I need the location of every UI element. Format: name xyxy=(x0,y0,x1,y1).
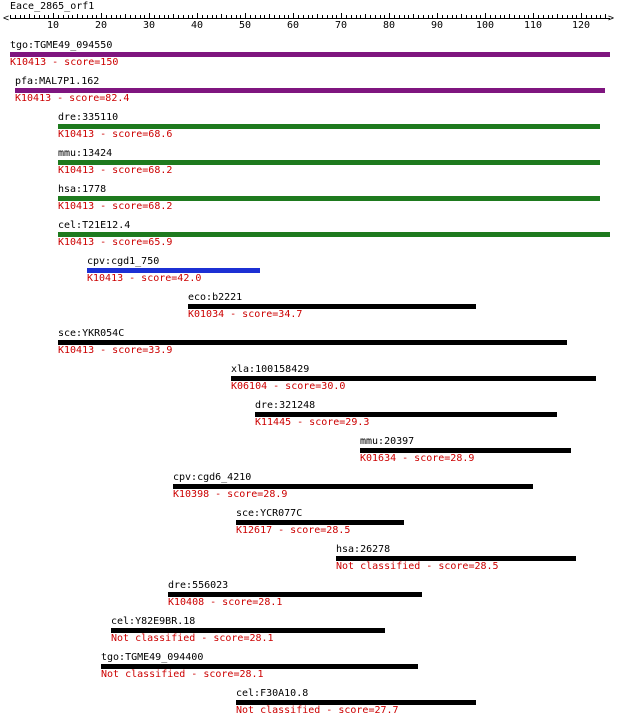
axis-tick xyxy=(480,15,481,18)
axis-tick xyxy=(284,15,285,18)
axis-tick xyxy=(288,15,289,18)
hit-label[interactable]: mmu:13424 xyxy=(58,148,113,159)
hit-label[interactable]: cpv:cgd6_4210 xyxy=(173,472,252,483)
hit-score-link[interactable]: K10413 - score=42.0 xyxy=(87,273,202,284)
axis-tick xyxy=(202,15,203,18)
hit-score-link[interactable]: Not classified - score=28.1 xyxy=(101,669,264,680)
axis-tick xyxy=(298,15,299,18)
axis-tick xyxy=(336,15,337,18)
axis-tick xyxy=(596,15,597,18)
axis-tick-label: 50 xyxy=(238,20,252,31)
axis-tick xyxy=(548,15,549,18)
axis-tick xyxy=(476,15,477,18)
axis-tick xyxy=(192,15,193,18)
hit-label[interactable]: tgo:TGME49_094550 xyxy=(10,40,113,51)
axis-tick xyxy=(101,13,102,18)
axis-tick xyxy=(504,15,505,18)
axis-tick xyxy=(303,15,304,18)
axis-tick xyxy=(408,15,409,18)
axis-tick xyxy=(567,15,568,18)
axis-tick xyxy=(44,15,45,18)
axis-tick xyxy=(514,15,515,18)
axis-tick xyxy=(317,14,318,18)
axis-tick xyxy=(447,15,448,18)
axis-tick xyxy=(178,15,179,18)
hit-label[interactable]: cel:Y82E9BR.18 xyxy=(111,616,196,627)
axis-tick xyxy=(442,15,443,18)
axis-tick xyxy=(245,13,246,18)
axis-tick xyxy=(533,13,534,18)
axis-tick-label: 20 xyxy=(94,20,108,31)
axis-tick xyxy=(63,15,64,18)
axis-tick xyxy=(581,13,582,18)
hit-label[interactable]: hsa:26278 xyxy=(336,544,391,555)
axis-tick xyxy=(144,15,145,18)
axis-tick xyxy=(29,14,30,18)
axis-tick xyxy=(528,15,529,18)
axis-tick xyxy=(236,15,237,18)
axis-tick xyxy=(346,15,347,18)
axis-tick-label: 110 xyxy=(523,20,543,31)
axis-tick xyxy=(207,15,208,18)
axis-tick xyxy=(360,15,361,18)
axis-tick xyxy=(490,15,491,18)
axis-tick xyxy=(543,15,544,18)
axis-tick xyxy=(87,15,88,18)
axis-tick xyxy=(375,15,376,18)
axis-tick xyxy=(279,15,280,18)
axis-tick xyxy=(216,15,217,18)
hit-score-link[interactable]: K10398 - score=28.9 xyxy=(173,489,288,500)
axis-tick xyxy=(125,14,126,18)
axis-tick xyxy=(58,15,59,18)
hit-score-link[interactable]: K10413 - score=82.4 xyxy=(15,93,130,104)
axis-tick xyxy=(269,14,270,18)
axis-tick xyxy=(154,15,155,18)
hit-score-link[interactable]: K10413 - score=33.9 xyxy=(58,345,173,356)
hit-label[interactable]: dre:556023 xyxy=(168,580,229,591)
axis-tick xyxy=(226,15,227,18)
axis-tick xyxy=(485,13,486,18)
hit-score-link[interactable]: K10413 - score=68.6 xyxy=(58,129,173,140)
axis-tick xyxy=(164,15,165,18)
hit-label[interactable]: sce:YCR077C xyxy=(236,508,303,519)
axis-tick xyxy=(351,15,352,18)
axis-tick xyxy=(380,15,381,18)
hit-label[interactable]: cel:T21E12.4 xyxy=(58,220,131,231)
axis-tick xyxy=(77,14,78,18)
sequence-title: Eace_2865_orf1 xyxy=(10,1,95,12)
hit-score-link[interactable]: K01634 - score=28.9 xyxy=(360,453,475,464)
axis-tick xyxy=(24,15,25,18)
axis-tick xyxy=(466,15,467,18)
axis-tick-label: 80 xyxy=(382,20,396,31)
hit-score-link[interactable]: Not classified - score=27.7 xyxy=(236,705,399,716)
axis-tick xyxy=(188,15,189,18)
axis-tick-label: 90 xyxy=(430,20,444,31)
hit-score-link[interactable]: K10408 - score=28.1 xyxy=(168,597,283,608)
axis-tick xyxy=(308,15,309,18)
hit-score-link[interactable]: K06104 - score=30.0 xyxy=(231,381,346,392)
axis-tick xyxy=(183,15,184,18)
axis-tick xyxy=(159,15,160,18)
hit-label[interactable]: cel:F30A10.8 xyxy=(236,688,309,699)
axis-tick xyxy=(120,15,121,18)
axis-tick xyxy=(149,13,150,18)
hit-label[interactable]: mmu:20397 xyxy=(360,436,415,447)
axis-tick xyxy=(356,15,357,18)
axis-tick xyxy=(140,15,141,18)
hit-label[interactable]: cpv:cgd1_750 xyxy=(87,256,160,267)
axis-line xyxy=(10,18,610,19)
axis-left-arrow: < xyxy=(3,13,10,24)
axis-tick xyxy=(370,15,371,18)
axis-tick xyxy=(332,15,333,18)
axis-tick xyxy=(394,15,395,18)
axis-tick xyxy=(404,15,405,18)
axis-tick xyxy=(34,15,35,18)
axis-tick xyxy=(519,15,520,18)
hit-label[interactable]: pfa:MAL7P1.162 xyxy=(15,76,100,87)
axis-tick xyxy=(418,15,419,18)
axis-tick xyxy=(274,15,275,18)
axis-tick xyxy=(221,14,222,18)
axis-tick xyxy=(461,14,462,18)
axis-tick xyxy=(15,15,16,18)
axis-tick xyxy=(260,15,261,18)
axis-tick xyxy=(389,13,390,18)
axis-tick xyxy=(365,14,366,18)
axis-tick xyxy=(68,15,69,18)
axis-tick xyxy=(591,15,592,18)
axis-tick xyxy=(48,15,49,18)
axis-tick xyxy=(384,15,385,18)
axis-tick xyxy=(250,15,251,18)
hit-label[interactable]: sce:YKR054C xyxy=(58,328,125,339)
axis-tick xyxy=(264,15,265,18)
axis-tick xyxy=(557,14,558,18)
axis-tick xyxy=(341,13,342,18)
axis-tick xyxy=(53,13,54,18)
axis-tick xyxy=(72,15,73,18)
axis-tick xyxy=(20,15,21,18)
axis-tick xyxy=(428,15,429,18)
axis-tick xyxy=(10,15,11,18)
axis-tick xyxy=(322,15,323,18)
axis-tick xyxy=(500,15,501,18)
hit-label[interactable]: dre:321248 xyxy=(255,400,316,411)
axis-tick xyxy=(413,14,414,18)
axis-tick xyxy=(293,13,294,18)
axis-tick-label: 60 xyxy=(286,20,300,31)
axis-tick xyxy=(576,15,577,18)
hit-score-link[interactable]: K12617 - score=28.5 xyxy=(236,525,351,536)
axis-tick-label: 70 xyxy=(334,20,348,31)
axis-tick xyxy=(423,15,424,18)
axis-tick xyxy=(600,15,601,18)
axis-tick xyxy=(562,15,563,18)
axis-tick xyxy=(552,15,553,18)
axis-right-arrow: > xyxy=(608,13,615,24)
hit-score-link[interactable]: K10413 - score=65.9 xyxy=(58,237,173,248)
axis-tick xyxy=(437,13,438,18)
axis-tick-label: 30 xyxy=(142,20,156,31)
hit-score-link[interactable]: Not classified - score=28.5 xyxy=(336,561,499,572)
axis-tick xyxy=(456,15,457,18)
axis-tick xyxy=(538,15,539,18)
axis-tick xyxy=(605,14,606,18)
axis-tick-label: 40 xyxy=(190,20,204,31)
axis-tick xyxy=(471,15,472,18)
hit-score-link[interactable]: K10413 - score=150 xyxy=(10,57,119,68)
axis-tick xyxy=(524,15,525,18)
hit-score-link[interactable]: K11445 - score=29.3 xyxy=(255,417,370,428)
axis-tick xyxy=(509,14,510,18)
axis-tick xyxy=(82,15,83,18)
axis-tick xyxy=(495,15,496,18)
hit-label[interactable]: eco:b2221 xyxy=(188,292,243,303)
axis-tick xyxy=(327,15,328,18)
axis-tick xyxy=(255,15,256,18)
axis-tick xyxy=(312,15,313,18)
axis-tick xyxy=(231,15,232,18)
axis-tick xyxy=(173,14,174,18)
axis-tick-label: 100 xyxy=(475,20,495,31)
axis-tick xyxy=(399,15,400,18)
axis-tick xyxy=(92,15,93,18)
axis-tick xyxy=(106,15,107,18)
axis-tick xyxy=(39,15,40,18)
axis-tick xyxy=(212,15,213,18)
hit-score-link[interactable]: K10413 - score=68.2 xyxy=(58,201,173,212)
axis-tick xyxy=(130,15,131,18)
hit-label[interactable]: tgo:TGME49_094400 xyxy=(101,652,204,663)
axis-tick xyxy=(432,15,433,18)
axis-tick xyxy=(197,13,198,18)
hit-score-link[interactable]: K01034 - score=34.7 xyxy=(188,309,303,320)
axis-tick xyxy=(572,15,573,18)
hit-label[interactable]: xla:100158429 xyxy=(231,364,310,375)
axis-tick xyxy=(452,15,453,18)
axis-tick-label: 120 xyxy=(571,20,591,31)
axis-tick xyxy=(96,15,97,18)
hit-score-link[interactable]: K10413 - score=68.2 xyxy=(58,165,173,176)
axis-tick xyxy=(111,15,112,18)
axis-tick xyxy=(586,15,587,18)
hit-label[interactable]: hsa:1778 xyxy=(58,184,107,195)
hit-label[interactable]: dre:335110 xyxy=(58,112,119,123)
axis-tick xyxy=(240,15,241,18)
axis-tick-label: 10 xyxy=(46,20,60,31)
axis-tick xyxy=(116,15,117,18)
axis-tick xyxy=(168,15,169,18)
hit-score-link[interactable]: Not classified - score=28.1 xyxy=(111,633,274,644)
axis-tick xyxy=(135,15,136,18)
